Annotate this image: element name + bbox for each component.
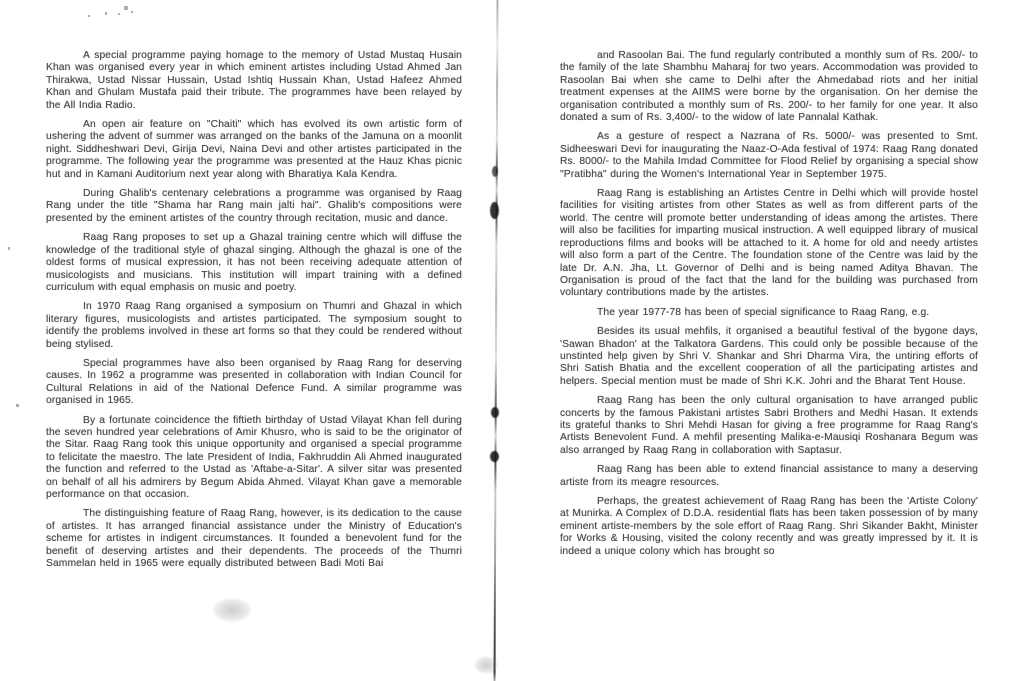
paragraph: Special programmes have also been organised by Raag Rang for deserving causes. In 1962 a programme was presented in collaboration with Indian Council for Cultural Relations in aid of the National Defence Fund. A similar programme was organised in 1965. — [46, 357, 462, 407]
ink-blob — [490, 451, 499, 462]
paragraph: By a fortunate coincidence the fiftieth birthday of Ustad Vilayat Khan fell during the seven hundred year celebrations of Amir Khusro, who is said to be the originator of the Sitar. Raag Rang took this unique opportunity and organised a special programme to felicitate the maestro. The late President of India, Fakhruddin Ali Ahmed inaugurated the function and referred to the Ustad as 'Aftabe-a-Sitar'. A silver sitar was presented on behalf of all his admirers by Begum Abida Ahmed. Vilayat Khan gave a memorable performance on that occasion. — [46, 414, 462, 500]
paragraph: Raag Rang proposes to set up a Ghazal training centre which will diffuse the knowledge of the traditional style of ghazal singing. Although the ghazal is one of the oldest forms of musical expression, it has not been receiving adequate attention of musicologists and musicians. This institution will impart training with a defined curriculum with equal emphasis on music and poetry. — [46, 232, 462, 293]
ink-blob — [491, 407, 499, 418]
paragraph: Raag Rang has been the only cultural organisation to have arranged public concerts by the famous Pakistani artistes Sabri Brothers and Medhi Hasan. It extends its grateful thanks to Shri Mehdi Hasan for giving a free programme for Raag Rang's Artists Benevolent Fund. A mehfil presenting Malika-e-Mausiqi Roshanara Begum was also arranged by Raag Rang in collaboration with Saptasur. — [560, 395, 978, 456]
pencil-mark — [131, 11, 133, 13]
left-page — [46, 50, 462, 577]
paragraph: As a gesture of respect a Nazrana of Rs. 5000/- was presented to Smt. Sidheeswari Devi for inaugurating the Naaz-O-Ada festival of 1974: Raag Rang donated Rs. 8000/- to the Mahila Imdad Committee for Flood Relief by organising a special show "Pratibha" during the Women's International Year in September 1975. — [560, 131, 978, 180]
binding-crease — [494, 0, 499, 681]
ink-smudge — [474, 656, 498, 674]
paragraph: An open air feature on "Chaiti" which has evolved its own artistic form of ushering the advent of summer was arranged on the banks of the Jamuna on a moonlit night. Siddheshwari Devi, Girija Devi, Naina Devi and other artistes participated in the programme. The following year the programme was presented at the Hauz Khas picnic hut and in Kamani Auditorium next year along with Bharatiya Kala Kendra. — [46, 119, 462, 180]
paragraph: During Ghalib's centenary celebrations a programme was organised by Raag Rang under the title "Shama har Rang main jalti hai". Ghalib's compositions were presented by the eminent artistes of the country through recitation, music and dance. — [46, 188, 462, 224]
pencil-mark — [124, 6, 128, 10]
pencil-mark — [118, 13, 120, 15]
ink-blob — [490, 202, 499, 219]
pencil-mark — [16, 404, 19, 407]
paragraph: Besides its usual mehfils, it organised a beautiful festival of the bygone days, 'Sawan Bhadon' at the Talkatora Gardens. This could only be possible because of the unstinted help given by Shri V. Shankar and Shri Dharma Vira, the untiring efforts of Shri Satish Bhatia and the excellent cooperation of all the participating artistes and helpers. Special mention must be made of Shri K.K. Johri and the Bharat Tent House. — [560, 326, 978, 387]
paragraph: A special programme paying homage to the memory of Ustad Mustaq Husain Khan was organised every year in which eminent artistes including Ustad Ahmed Jan Thirakwa, Ustad Nissar Hussain, Ustad Ishtiq Hussain Khan, Ustad Hafeez Ahmed Khan and Ghulam Mustafa paid their tribute. The programmes have been relayed by the All India Radio. — [46, 50, 462, 111]
paragraph: The year 1977-78 has been of special significance to Raag Rang, e.g. — [597, 306, 930, 318]
ink-smudge — [212, 598, 252, 622]
ink-blob — [492, 166, 498, 177]
paragraph: The distinguishing feature of Raag Rang, however, is its dedication to the cause of artistes. It has arranged financial assistance under the Ministry of Education's scheme for artistes in indigent circumstances. It founded a benevolent fund for the benefit of deserving artistes and their dependents. The proceeds of the Thumri Sammelan held in 1965 were equally distributed between Badi Moti Bai — [46, 508, 462, 570]
paragraph: In 1970 Raag Rang organised a symposium on Thumri and Ghazal in which literary figures, musicologists and artistes participated. The symposium sought to identify the problems involved in these art forms so that they could be rendered without being stylised. — [46, 301, 462, 350]
pencil-mark — [105, 12, 107, 15]
paragraph: Raag Rang is establishing an Artistes Centre in Delhi which will provide hostel facilities for visiting artistes from other States as well as from different parts of the world. The centre will promote better understanding of ideas among the artistes. There will also be facilities for imparting musical instruction. A well equipped library of musical reproductions films and books will be attached to it. A home for old and needy artistes will also form a part of the Centre. The foundation stone of the Centre was laid by the late Dr. A.N. Jha, Lt. Governor of Delhi and is being named Aditya Bhavan. The Organisation is proud of the fact that the land for the building was purchased from voluntary contributions made by the artistes. — [560, 188, 978, 299]
paragraph: Perhaps, the greatest achievement of Raag Rang has been the 'Artiste Colony' at Munirka. A Complex of D.D.A. residential flats has been taken possession of by many eminent artiste-members by the sole effort of Raag Rang. Shri Sikander Bakht, Minister for Works & Housing, visited the colony recently and was greatly impressed by it. It is indeed a unique colony which has brought so — [560, 496, 978, 557]
pencil-mark — [8, 247, 10, 250]
right-page — [560, 50, 978, 565]
paragraph: Raag Rang has been able to extend financial assistance to many a deserving artiste from its meagre resources. — [560, 464, 978, 488]
pencil-mark — [88, 15, 90, 17]
paragraph: and Rasoolan Bai. The fund regularly contributed a monthly sum of Rs. 200/- to the family of the late Shambhu Maharaj for two years. Accommodation was provided to Rasoolan Bai when she came to Delhi after the Ahmedabad riots and her initial treatment expenses at the AIIMS were borne by the organisation. On her demise the organisation contributed a monthly sum of Rs. 200/- to her family for one year. It also donated a sum of Rs. 3,400/- to the widow of late Pannalal Kathak. — [560, 50, 978, 124]
